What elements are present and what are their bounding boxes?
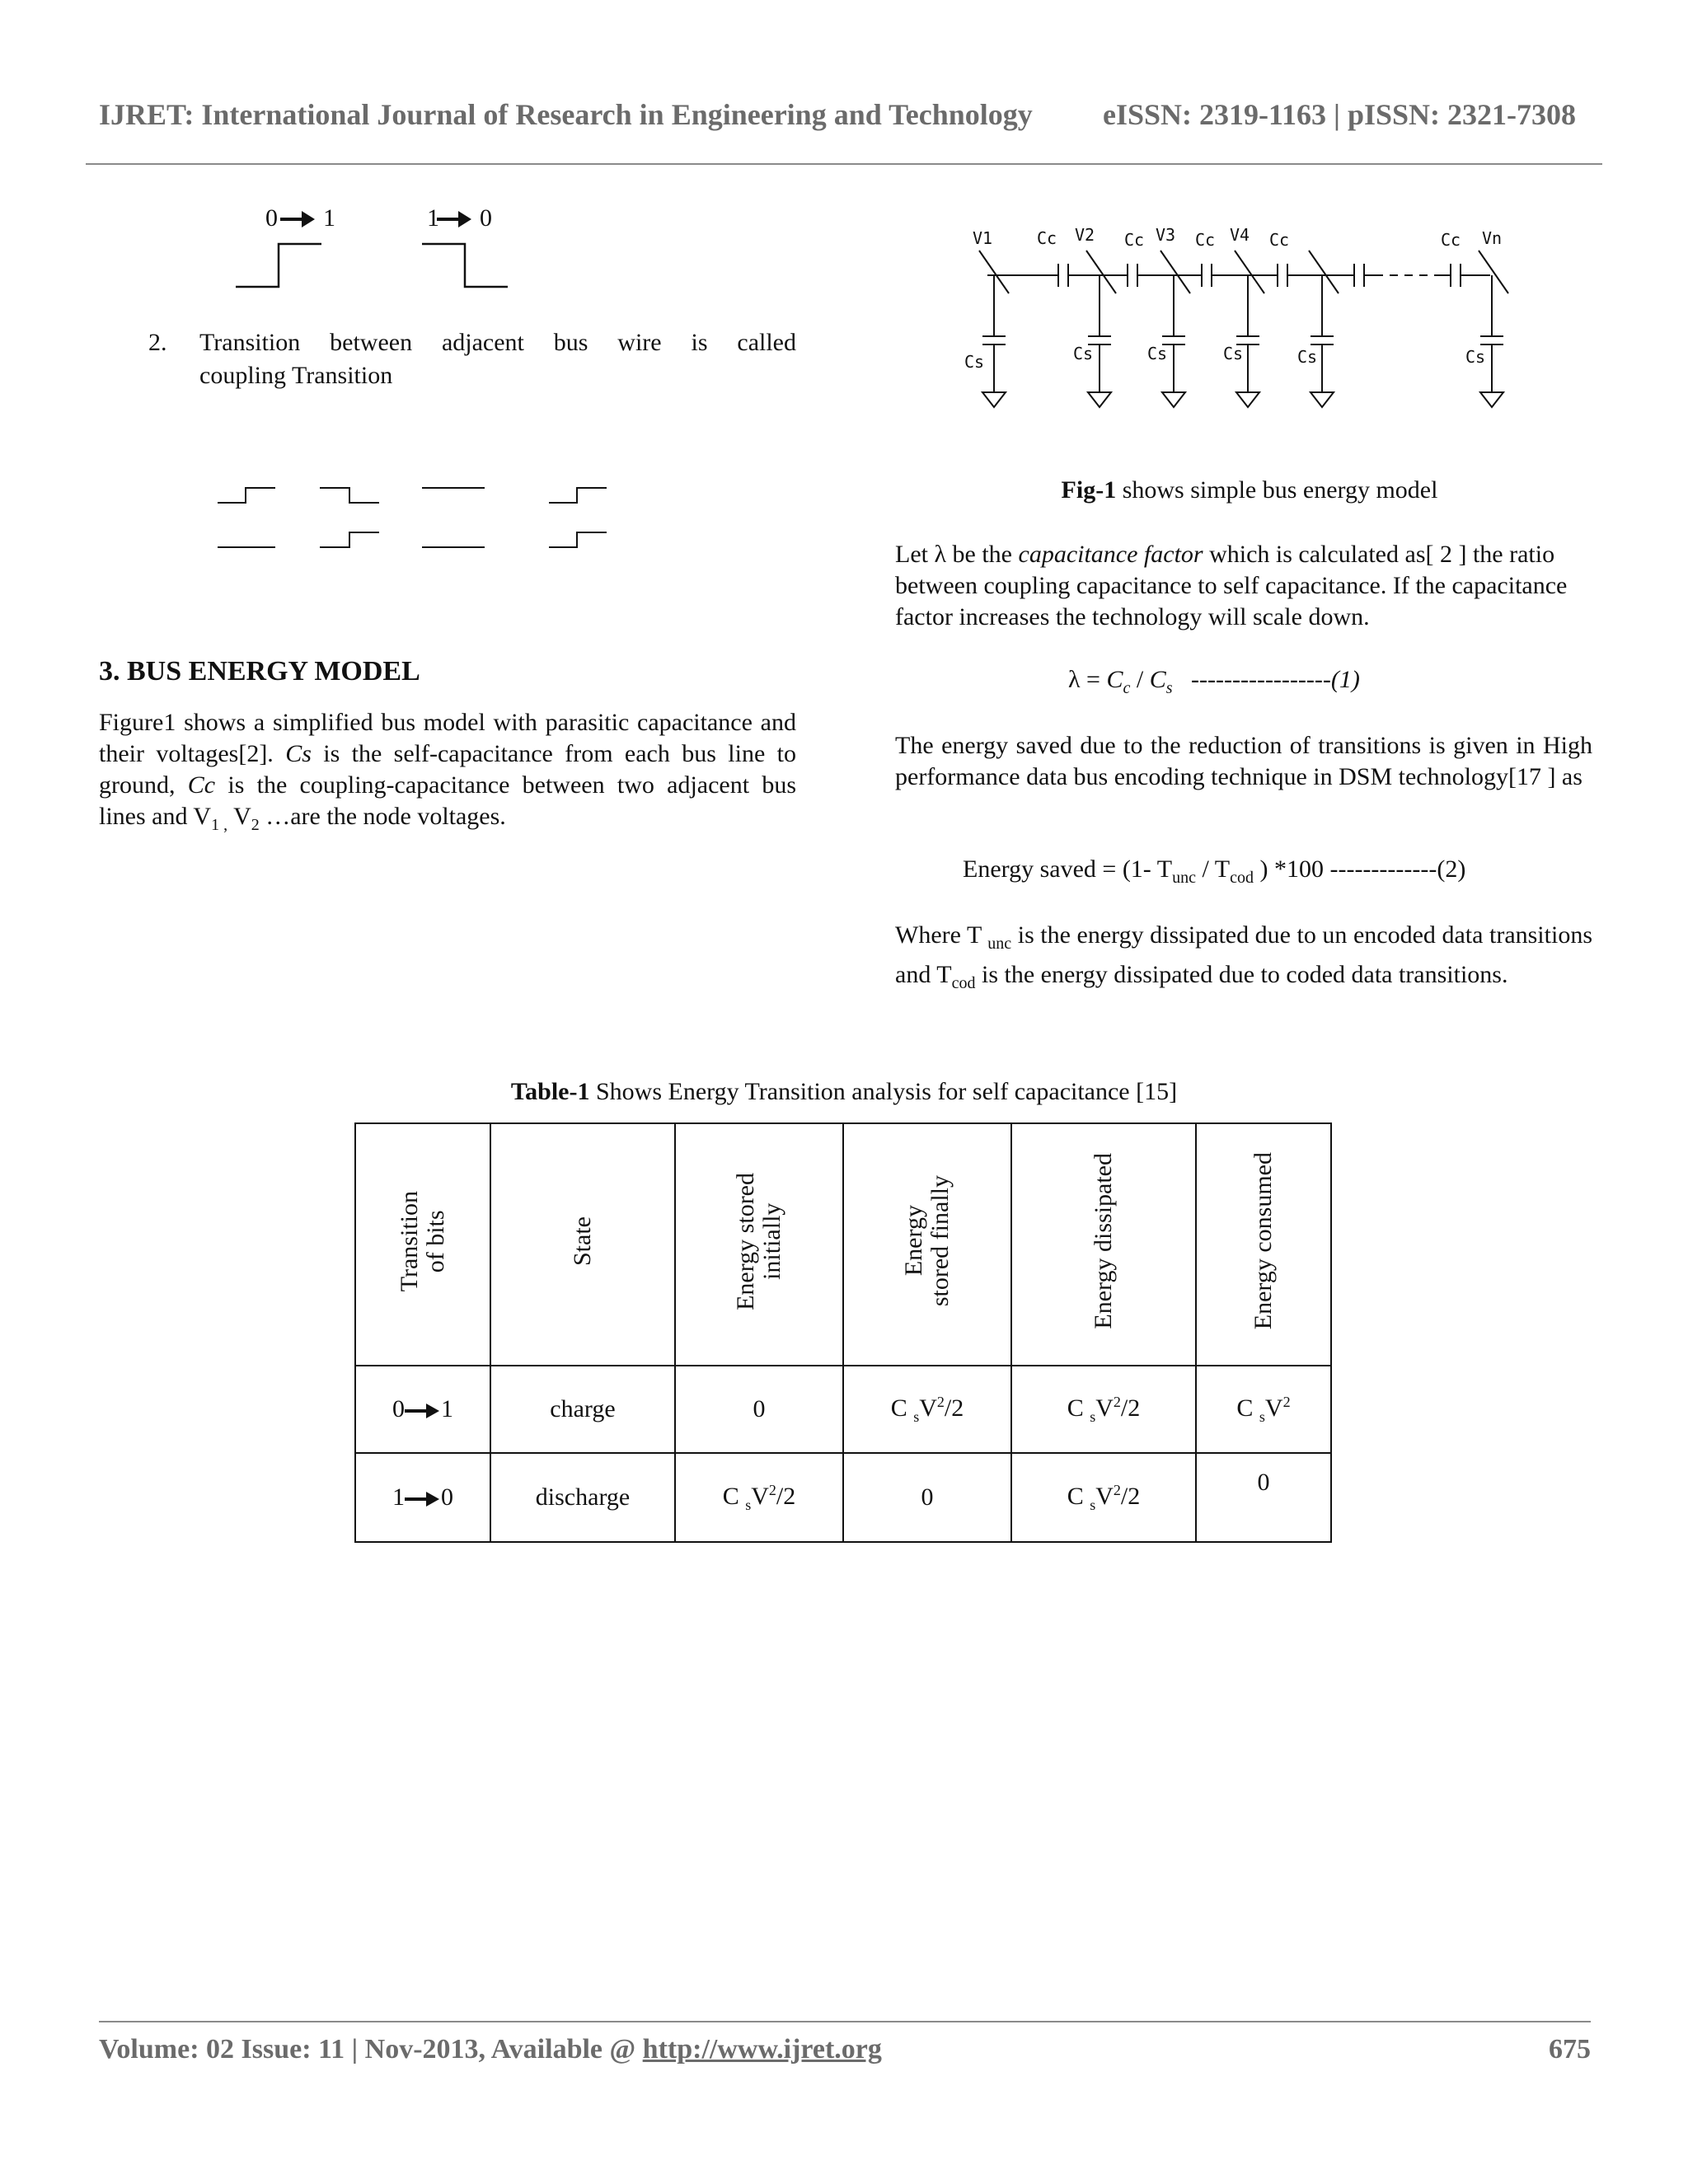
subscript: unc <box>987 935 1012 953</box>
header-line: Transition <box>396 1190 423 1292</box>
list-number: 2. <box>148 329 167 356</box>
list-text-line1: Transition between adjacent bus wire is called <box>199 329 796 356</box>
capacitance-factor-paragraph <box>895 539 1592 633</box>
arrow-icon <box>437 209 473 230</box>
header-line: State <box>569 1216 596 1266</box>
energy-saved-paragraph: The energy saved due to the reduction of transitions is given in High performance data bus encoding technique in DSM technology[17 ] as <box>895 732 1592 790</box>
cs-label: Cs <box>1073 344 1094 363</box>
table-cell: discharge <box>490 1453 675 1542</box>
cc-label: Cc <box>1269 230 1290 250</box>
cs-label: Cs <box>964 352 985 372</box>
eq-subscript: cod <box>1230 869 1254 887</box>
cs-label: Cs <box>1465 347 1486 367</box>
table-header-cell <box>843 1123 1011 1366</box>
journal-title: IJRET: International Journal of Research in Engineering and Technology <box>99 98 1033 131</box>
cs-label: Cs <box>1223 344 1244 363</box>
caption-text: shows simple bus energy model <box>1116 476 1438 504</box>
header-line: Energy consumed <box>1250 1152 1277 1330</box>
cc-label: Cc <box>1037 228 1057 248</box>
header-line: initially <box>758 1202 785 1280</box>
footer-rule <box>99 2021 1591 2022</box>
cc-label: Cc <box>1195 230 1216 250</box>
table-cell: C $_sV^2/2$ <box>675 1453 843 1542</box>
eq-text: ) *100 -------------(2) <box>1253 855 1466 883</box>
cs-label: Cs <box>1147 344 1168 363</box>
table-caption-bold: Table-1 <box>510 1078 590 1105</box>
eq-text: Energy saved = (1- T <box>963 855 1173 883</box>
table-cell: 0 <box>675 1366 843 1453</box>
table-row <box>355 1453 1331 1542</box>
cc-label: Cc <box>1124 230 1145 250</box>
caption-bold: Fig-1 <box>1061 476 1117 504</box>
bus-circuit-diagram <box>963 218 1523 424</box>
table-header-cell <box>1011 1123 1196 1366</box>
para-text: which is calculated as[ 2 ] the ratio between coupling capacitance to self capacitance. If the capacitance factor increases the technology will scale down. <box>895 541 1568 630</box>
node-label-vn: Vn <box>1482 228 1503 248</box>
para-text: …are the node voltages. <box>259 803 506 830</box>
eq-symbol: C <box>1149 666 1166 693</box>
para-text: is the self-capacitance from each bus line to ground, <box>99 740 796 799</box>
header-rule <box>86 163 1602 165</box>
cell-text: 0 <box>441 1483 453 1511</box>
header-line: of bits <box>422 1210 449 1272</box>
eq-text: / T <box>1195 855 1231 883</box>
para-text: is the energy dissipated due to coded data transitions. <box>975 961 1508 988</box>
journal-link[interactable]: http://www.ijret.org <box>642 2034 882 2064</box>
equation-2 <box>963 855 1465 888</box>
eq-symbol: C <box>1106 666 1123 693</box>
where-paragraph <box>895 920 1592 999</box>
para-text: Where T <box>895 921 988 949</box>
eq-subscript: s <box>1165 679 1173 697</box>
footer <box>99 2034 1591 2065</box>
arrow-icon <box>280 209 316 230</box>
transition-waveforms <box>231 239 511 297</box>
para-text: V <box>227 803 251 830</box>
equation-1 <box>1068 666 1360 698</box>
table-caption <box>354 1078 1334 1106</box>
journal-issn: eISSN: 2319-1163 | pISSN: 2321-7308 <box>1103 98 1576 131</box>
table-header-row <box>355 1123 1331 1366</box>
table-cell: C $_sV^2/2$ <box>1011 1366 1196 1453</box>
table-header-cell <box>1196 1123 1331 1366</box>
eq-subscript: unc <box>1172 869 1196 887</box>
italic-term: capacitance factor <box>1018 541 1203 568</box>
table-cell: charge <box>490 1366 675 1453</box>
page-number: 675 <box>1549 2034 1591 2064</box>
journal-header <box>99 97 1591 132</box>
header-line: Energy dissipated <box>1090 1153 1117 1329</box>
para-text: Figure1 shows a simplified bus model with parasitic capacitance and their voltages[2]. <box>99 709 796 767</box>
table-cell <box>355 1366 490 1453</box>
cs-label: Cs <box>1297 347 1318 367</box>
subscript: 2 <box>251 816 260 834</box>
table-cell: 0 <box>843 1453 1011 1542</box>
node-label-v3: V3 <box>1156 225 1176 245</box>
table-cell <box>355 1453 490 1542</box>
subscript: cod <box>951 974 976 992</box>
cell-text: 1 <box>441 1395 453 1422</box>
cell-text: 0 <box>392 1395 405 1422</box>
fall-to-label: 0 <box>480 204 492 232</box>
rise-to-label: 1 <box>323 204 335 232</box>
footer-text: Volume: 02 Issue: 11 | Nov-2013, Available @ <box>99 2034 643 2064</box>
cell-text: 1 <box>392 1483 405 1511</box>
fall-from-label: 1 <box>427 204 439 232</box>
table-header-cell <box>355 1123 490 1366</box>
node-label-v2: V2 <box>1075 225 1095 245</box>
section-heading: 3. BUS ENERGY MODEL <box>99 656 420 687</box>
header-line: stored finally <box>926 1175 954 1307</box>
para-text: Let λ be the <box>895 541 1019 568</box>
table-cell: C $_sV^2$ <box>1196 1366 1331 1453</box>
figure-caption <box>895 476 1604 504</box>
eq-text: / <box>1130 666 1150 693</box>
cc-symbol: Cc <box>187 771 216 799</box>
table-cell: C $_sV^2/2$ <box>843 1366 1011 1453</box>
section-paragraph <box>99 707 796 841</box>
node-label-v1: V1 <box>973 228 993 248</box>
eq-number: -----------------(1) <box>1191 666 1360 693</box>
rise-from-label: 0 <box>265 204 278 232</box>
arrow-icon <box>405 1490 441 1508</box>
node-label-v4: V4 <box>1230 225 1250 245</box>
table-header-cell <box>675 1123 843 1366</box>
cc-label: Cc <box>1441 230 1461 250</box>
arrow-icon <box>405 1402 441 1420</box>
eq-text: λ = <box>1068 666 1107 693</box>
table-cell: C $_sV^2/2$ <box>1011 1453 1196 1542</box>
list-text-line2: coupling Transition <box>199 362 393 389</box>
energy-transition-table <box>354 1122 1332 1543</box>
header-line: Energy stored <box>732 1172 759 1310</box>
para-text: is the energy dissipated due to un encoded data transitions and T <box>895 921 1592 988</box>
table-row <box>355 1366 1331 1453</box>
table-cell: 0 <box>1196 1453 1331 1542</box>
para-text: is the coupling-capacitance between two adjacent bus lines and V <box>99 771 796 830</box>
table-header-cell <box>490 1123 675 1366</box>
eq-subscript: c <box>1123 679 1131 697</box>
table-caption-text: Shows Energy Transition analysis for self capacitance [15] <box>589 1078 1178 1105</box>
header-line: Energy <box>900 1205 927 1277</box>
cs-symbol: Cs <box>285 740 312 767</box>
coupling-waveforms <box>216 478 612 552</box>
subscript: 1 , <box>211 816 228 834</box>
